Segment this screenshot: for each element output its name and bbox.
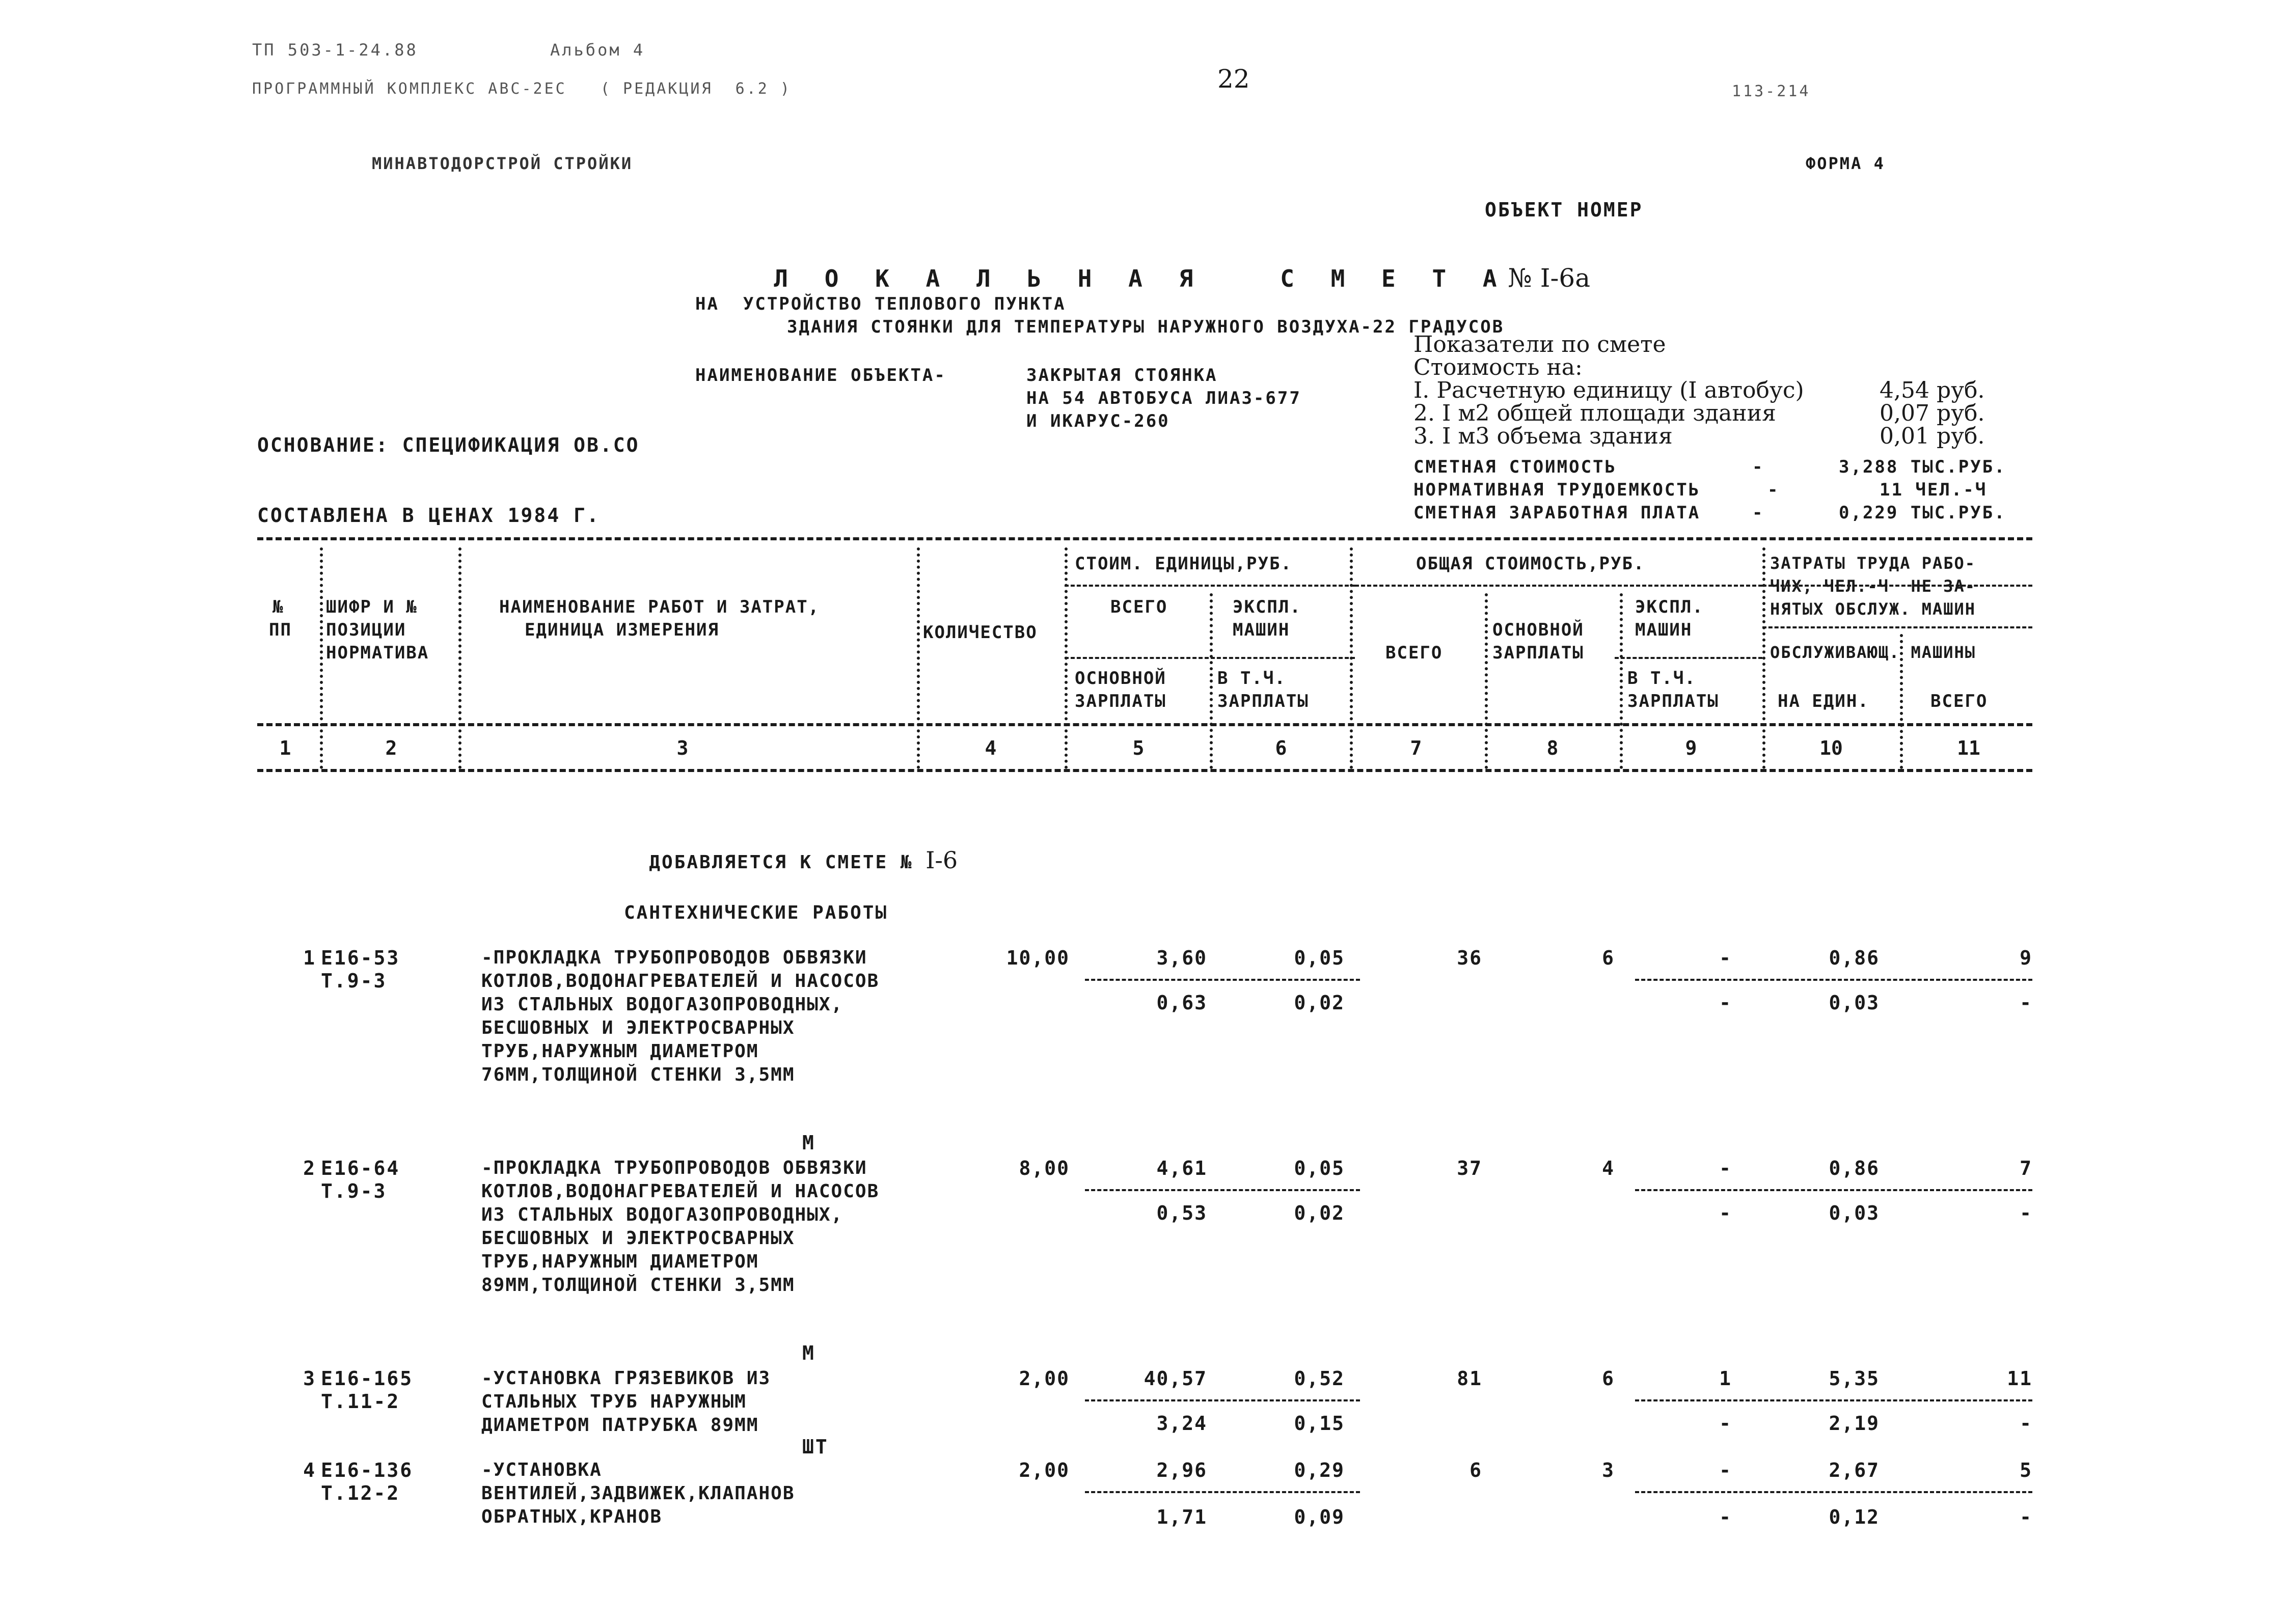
row-quantity: 10,00 (1006, 947, 1070, 969)
hdr-tc-incl: ЗАРПЛАТЫ (1627, 691, 1719, 711)
code-right: 113-214 (1732, 82, 1811, 100)
row-number: 1 (303, 947, 316, 969)
row-labor-total: 5 (2020, 1459, 2032, 1481)
table-sub-rule (1355, 585, 1762, 587)
row-labor-total: 11 (2007, 1367, 2032, 1390)
hdr-tc-mach: МАШИН (1635, 620, 1693, 640)
col-divider (1065, 547, 1068, 769)
table-header-rule (257, 723, 2032, 726)
hdr-uc-mach: ЭКСПЛ. (1233, 597, 1301, 617)
row-total-wage: 6 (1602, 947, 1615, 969)
object-name-label: НАИМЕНОВАНИЕ ОБЪЕКТА- (695, 365, 946, 386)
form-label: ФОРМА 4 (1806, 154, 1885, 173)
row-labor-total-b: - (2020, 1412, 2032, 1435)
hdr-tc-incl: В Т.Ч. (1627, 668, 1696, 689)
row-code: Е16-136 (321, 1459, 414, 1481)
row-total-incl: - (1719, 992, 1732, 1014)
hdr-code: НОРМАТИВА (326, 643, 429, 663)
row-labor-total: 9 (2020, 947, 2032, 969)
estimate-word: Л О К А Л Ь Н А Я С М Е Т А (774, 265, 1508, 292)
hdr-uc-incl: В Т.Ч. (1217, 668, 1286, 689)
section-title: САНТЕХНИЧЕСКИЕ РАБОТЫ (624, 902, 888, 923)
indicator-value: 0,01 руб. (1880, 423, 1985, 449)
row-sub-rule (1085, 1491, 1360, 1493)
row-description: -ПРОКЛАДКА ТРУБОПРОВОДОВ ОБВЯЗКИ КОТЛОВ,ВОДОНАГРЕВАТЕЛЕЙ И НАСОСОВ ИЗ СТАЛЬНЫХ ВОДОГАЗОПРОВОДНЫХ, БЕСШОВНЫХ И ЭЛЕКТРОСВАРНЫХ ТРУБ,НАРУЖНЫМ ДИАМЕТРОМ 89ММ,ТОЛЩИНОЙ СТЕНКИ 3,5ММ (481, 1158, 880, 1296)
hdr-unit-cost: СТОИМ. ЕДИНИЦЫ,РУБ. (1075, 554, 1292, 574)
hdr-uc-incl: ЗАРПЛАТЫ (1217, 691, 1309, 711)
row-total-mach: - (1719, 947, 1732, 969)
col-number: 7 (1410, 737, 1422, 759)
hdr-labor: ЧИХ, ЧЕЛ.-Ч НЕ ЗА- (1770, 576, 1976, 596)
col-number: 1 (279, 737, 291, 759)
total-sep: - (1752, 503, 1764, 523)
object-name-2: НА 54 АВТОБУСА ЛИАЗ-677 (1026, 388, 1301, 408)
col-number: 9 (1685, 737, 1697, 759)
row-ref: Т.9-3 (321, 970, 387, 992)
col-divider (1485, 593, 1488, 769)
col-divider (1620, 593, 1623, 769)
object-name-3: И ИКАРУС-260 (1026, 411, 1170, 431)
row-code: Е16-53 (321, 947, 400, 969)
row-number: 2 (303, 1157, 316, 1179)
total-sep: - (1767, 480, 1780, 500)
total-value: 3,288 ТЫС.РУБ. (1839, 457, 2006, 477)
hdr-work-unit: ЕДИНИЦА ИЗМЕРЕНИЯ (525, 620, 719, 640)
row-labor-total-b: - (2020, 1506, 2032, 1528)
col-number: 6 (1275, 737, 1287, 759)
row-quantity: 2,00 (1019, 1459, 1070, 1481)
col-divider (458, 547, 461, 769)
row-quantity: 8,00 (1019, 1157, 1070, 1179)
hdr-labor-sub: ОБСЛУЖИВАЮЩ. МАШИНЫ (1770, 643, 1976, 662)
row-sub-rule (1635, 979, 2032, 981)
row-ref: Т.9-3 (321, 1180, 387, 1202)
document-code: ТП 503-1-24.88 (252, 40, 418, 60)
row-total: 81 (1457, 1367, 1482, 1390)
col-number: 10 (1819, 737, 1843, 759)
estimate-number: № I-6а (1508, 263, 1591, 293)
table-top-rule (257, 537, 2032, 540)
hdr-num: ПП (269, 620, 292, 640)
hdr-uc-total: ВСЕГО (1110, 597, 1168, 617)
total-label: СМЕТНАЯ СТОИМОСТЬ (1413, 457, 1617, 477)
hdr-total-cost: ОБЩАЯ СТОИМОСТЬ,РУБ. (1416, 554, 1645, 574)
hdr-code: ШИФР И № (326, 597, 418, 617)
row-description: -ПРОКЛАДКА ТРУБОПРОВОДОВ ОБВЯЗКИ КОТЛОВ,ВОДОНАГРЕВАТЕЛЕЙ И НАСОСОВ ИЗ СТАЛЬНЫХ ВОДОГАЗОПРОВОДНЫХ, БЕСШОВНЫХ И ЭЛЕКТРОСВАРНЫХ ТРУБ,НАРУЖНЫМ ДИАМЕТРОМ 76ММ,ТОЛЩИНОЙ СТЕНКИ 3,5ММ (481, 947, 880, 1085)
hdr-quantity: КОЛИЧЕСТВО (923, 622, 1038, 643)
hdr-tc-mach: ЭКСПЛ. (1635, 597, 1704, 617)
added-ref: I-6 (926, 846, 958, 874)
row-unit-wage: 1,71 (1156, 1506, 1207, 1528)
row-ref: Т.11-2 (321, 1390, 400, 1413)
row-unit-wage: 3,24 (1156, 1412, 1207, 1435)
row-labor-unit: 0,86 (1829, 1157, 1880, 1179)
hdr-tc-total: ВСЕГО (1385, 643, 1443, 663)
row-total: 6 (1469, 1459, 1482, 1481)
row-labor-total: 7 (2020, 1157, 2032, 1179)
row-sub-rule (1635, 1189, 2032, 1191)
total-label: НОРМАТИВНАЯ ТРУДОЕМКОСТЬ (1413, 480, 1701, 500)
row-unit: ШТ (802, 1436, 829, 1458)
row-number: 4 (303, 1459, 316, 1481)
hdr-tc-wage: ЗАРПЛАТЫ (1492, 643, 1584, 663)
row-sub-rule (1085, 1189, 1360, 1191)
row-sub-rule (1085, 979, 1360, 981)
price-base: СОСТАВЛЕНА В ЦЕНАХ 1984 Г. (257, 504, 600, 527)
row-description: -УСТАНОВКА ГРЯЗЕВИКОВ ИЗ СТАЛЬНЫХ ТРУБ НАРУЖНЫМ ДИАМЕТРОМ ПАТРУБКА 89ММ (481, 1368, 771, 1436)
hdr-uc-wage: ОСНОВНОЙ (1075, 668, 1166, 689)
row-labor-total-b: - (2020, 992, 2032, 1014)
col-number: 11 (1957, 737, 1980, 759)
hdr-labor: НЯТЫХ ОБСЛУЖ. МАШИН (1770, 599, 1976, 619)
hdr-labor-total: ВСЕГО (1930, 691, 1988, 711)
row-total-wage: 6 (1602, 1367, 1615, 1390)
row-labor-unit-b: 0,03 (1829, 992, 1880, 1014)
hdr-work-name: НАИМЕНОВАНИЕ РАБОТ И ЗАТРАТ, (499, 597, 820, 617)
row-total-mach: - (1719, 1459, 1732, 1481)
hdr-tc-wage: ОСНОВНОЙ (1492, 620, 1584, 640)
row-total-incl: - (1719, 1202, 1732, 1224)
hdr-labor-unit: НА ЕДИН. (1778, 691, 1869, 711)
row-labor-unit: 5,35 (1829, 1367, 1880, 1390)
col-divider (1350, 547, 1353, 769)
row-total-mach: 1 (1719, 1367, 1732, 1390)
album-label: Альбом 4 (550, 40, 645, 60)
col-number: 2 (385, 737, 397, 759)
row-total-incl: - (1719, 1506, 1732, 1528)
row-sub-rule (1635, 1491, 2032, 1493)
hdr-uc-mach: МАШИН (1233, 620, 1290, 640)
row-unit-wage: 0,53 (1156, 1202, 1207, 1224)
row-quantity: 2,00 (1019, 1367, 1070, 1390)
row-number: 3 (303, 1367, 316, 1390)
basis: ОСНОВАНИЕ: СПЕЦИФИКАЦИЯ ОВ.СО (257, 434, 640, 456)
indicator-row: 3. I м3 объема здания (1413, 423, 1673, 449)
page-number: 22 (1217, 64, 1250, 94)
row-unit-total: 3,60 (1156, 947, 1207, 969)
subject-line-2: ЗДАНИЯ СТОЯНКИ ДЛЯ ТЕМПЕРАТУРЫ НАРУЖНОГО ВОЗДУХА-22 ГРАДУСОВ (787, 317, 1505, 337)
total-value: 0,229 ТЫС.РУБ. (1839, 503, 2006, 523)
row-total: 36 (1457, 947, 1482, 969)
indicator-value: 4,54 руб. (1880, 377, 1985, 403)
indicators-cost-of: Стоимость на: (1413, 354, 1583, 380)
row-labor-unit: 2,67 (1829, 1459, 1880, 1481)
row-total-wage: 4 (1602, 1157, 1615, 1179)
hdr-uc-wage: ЗАРПЛАТЫ (1075, 691, 1166, 711)
row-description: -УСТАНОВКА ВЕНТИЛЕЙ,ЗАДВИЖЕК,КЛАПАНОВ ОБРАТНЫХ,КРАНОВ (481, 1460, 795, 1527)
row-unit-total: 40,57 (1144, 1367, 1207, 1390)
col-divider (1210, 593, 1213, 769)
row-unit-incl: 0,09 (1294, 1506, 1345, 1528)
row-total-mach: - (1719, 1157, 1732, 1179)
total-label: СМЕТНАЯ ЗАРАБОТНАЯ ПЛАТА (1413, 503, 1701, 523)
row-ref: Т.12-2 (321, 1482, 400, 1504)
hdr-code: ПОЗИЦИИ (326, 620, 406, 640)
added-label: ДОБАВЛЯЕТСЯ К СМЕТЕ № (649, 852, 913, 873)
indicator-row: 2. I м2 общей площади здания (1413, 400, 1776, 426)
indicator-value: 0,07 руб. (1880, 400, 1985, 426)
col-number: 8 (1546, 737, 1559, 759)
row-unit-total: 2,96 (1156, 1459, 1207, 1481)
col-number: 3 (676, 737, 689, 759)
row-unit-incl: 0,15 (1294, 1412, 1345, 1435)
estimate-title (723, 242, 1590, 291)
indicators-heading: Показатели по смете (1413, 332, 1666, 357)
row-total-incl: - (1719, 1412, 1732, 1435)
row-sub-rule (1085, 1399, 1360, 1401)
program-line: ПРОГРАММНЫЙ КОМПЛЕКС АВС-2ЕС ( РЕДАКЦИЯ 6.2 ) (252, 80, 792, 98)
col-divider (1762, 547, 1765, 769)
row-unit-mach: 0,05 (1294, 1157, 1345, 1179)
added-to-estimate (624, 830, 958, 872)
total-value: 11 ЧЕЛ.-Ч (1880, 480, 1988, 500)
row-unit-incl: 0,02 (1294, 992, 1345, 1014)
col-number: 5 (1132, 737, 1145, 759)
table-sub-rule (1065, 585, 1355, 587)
total-sep: - (1752, 457, 1764, 477)
organization: МИНАВТОДОРСТРОЙ СТРОЙКИ (372, 154, 633, 173)
table-sub-rule (1615, 657, 1762, 659)
row-total: 37 (1457, 1157, 1482, 1179)
row-unit-mach: 0,29 (1294, 1459, 1345, 1481)
row-unit-wage: 0,63 (1156, 992, 1207, 1014)
table-sub-rule (1762, 626, 2032, 628)
row-code: Е16-165 (321, 1367, 414, 1390)
object-number-label: ОБЪЕКТ НОМЕР (1485, 199, 1643, 221)
row-labor-unit-b: 2,19 (1829, 1412, 1880, 1435)
row-unit: М (802, 1342, 815, 1364)
row-total-wage: 3 (1602, 1459, 1615, 1481)
row-unit-total: 4,61 (1156, 1157, 1207, 1179)
subject-line-1: НА УСТРОЙСТВО ТЕПЛОВОГО ПУНКТА (695, 294, 1066, 314)
row-unit-mach: 0,05 (1294, 947, 1345, 969)
row-labor-unit-b: 0,03 (1829, 1202, 1880, 1224)
col-divider (320, 547, 323, 769)
table-colnum-rule (257, 769, 2032, 772)
row-unit-mach: 0,52 (1294, 1367, 1345, 1390)
row-labor-total-b: - (2020, 1202, 2032, 1224)
indicator-row: I. Расчетную единицу (I автобус) (1413, 377, 1804, 403)
col-number: 4 (985, 737, 997, 759)
row-code: Е16-64 (321, 1157, 400, 1179)
row-unit: М (802, 1132, 815, 1154)
row-sub-rule (1635, 1399, 2032, 1401)
row-labor-unit-b: 0,12 (1829, 1506, 1880, 1528)
hdr-num: № (273, 597, 284, 617)
object-name-1: ЗАКРЫТАЯ СТОЯНКА (1026, 365, 1218, 386)
row-labor-unit: 0,86 (1829, 947, 1880, 969)
col-divider (917, 547, 920, 769)
hdr-labor: ЗАТРАТЫ ТРУДА РАБО- (1770, 554, 1976, 573)
row-unit-incl: 0,02 (1294, 1202, 1345, 1224)
